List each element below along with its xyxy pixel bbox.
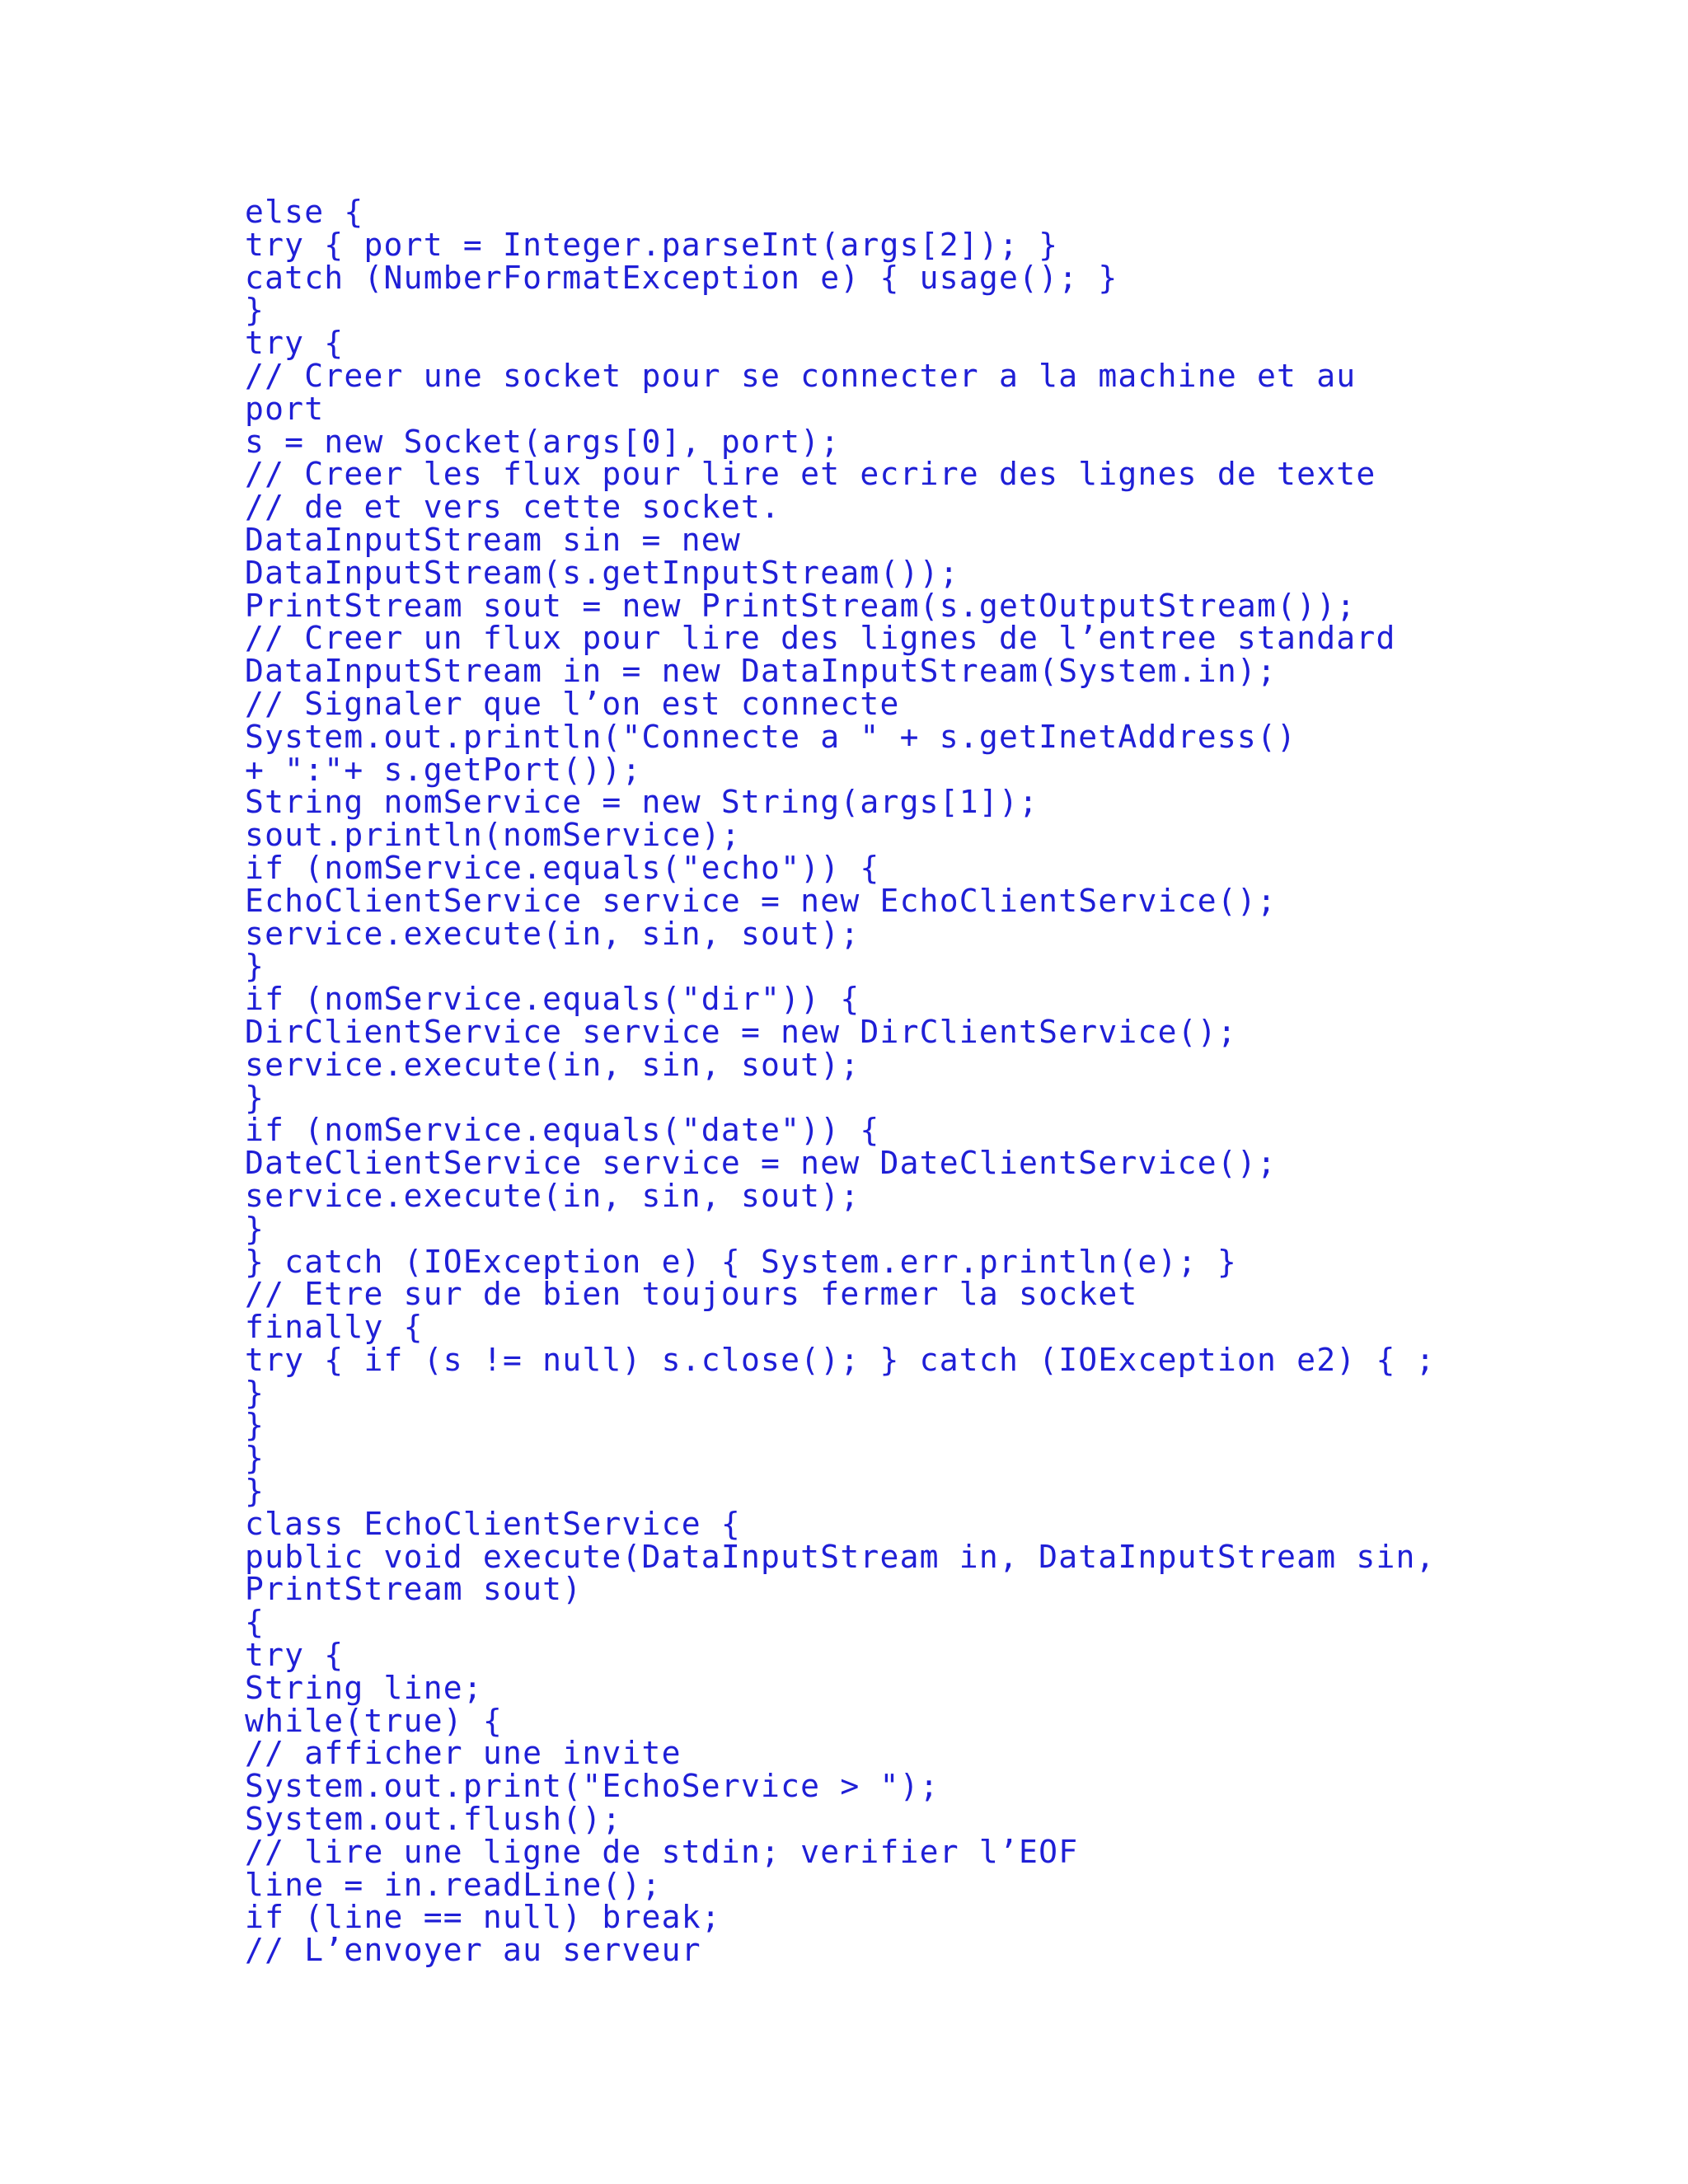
code-line: try { bbox=[245, 325, 345, 362]
code-line: try { bbox=[245, 1637, 345, 1674]
code-line: DataInputStream sin = new bbox=[245, 521, 741, 558]
code-line: } bbox=[245, 1440, 265, 1477]
code-line: service.execute(in, sin, sout); bbox=[245, 915, 860, 952]
code-line: if (nomService.equals("date")) { bbox=[245, 1112, 880, 1149]
code-line: // lire une ligne de stdin; verifier l’EOF bbox=[245, 1833, 1079, 1870]
code-line: else { bbox=[245, 194, 364, 230]
code-line: } bbox=[245, 292, 265, 329]
code-line: service.execute(in, sin, sout); bbox=[245, 1177, 860, 1214]
code-line: try { if (s != null) s.close(); } catch (IOException e2) { ; bbox=[245, 1341, 1436, 1378]
code-line: line = in.readLine(); bbox=[245, 1866, 662, 1903]
code-line: } bbox=[245, 1079, 265, 1116]
code-line: public void execute(DataInputStream in, DataInputStream sin, bbox=[245, 1538, 1436, 1575]
code-line: } catch (IOException e) { System.err.println(e); } bbox=[245, 1243, 1237, 1280]
code-line: if (nomService.equals("dir")) { bbox=[245, 981, 860, 1018]
code-line: String line; bbox=[245, 1669, 483, 1706]
code-line: service.execute(in, sin, sout); bbox=[245, 1046, 860, 1083]
code-line: + ":"+ s.getPort()); bbox=[245, 751, 642, 788]
code-line: } bbox=[245, 1407, 265, 1444]
code-line: System.out.print("EchoService > "); bbox=[245, 1768, 940, 1805]
code-line: DataInputStream in = new DataInputStream(System.in); bbox=[245, 653, 1278, 690]
code-line: PrintStream sout) bbox=[245, 1571, 583, 1608]
code-line: String nomService = new String(args[1]); bbox=[245, 784, 1039, 821]
code-line: port bbox=[245, 390, 325, 427]
code-line: // de et vers cette socket. bbox=[245, 489, 781, 526]
code-line: sout.println(nomService); bbox=[245, 817, 741, 854]
code-line: } bbox=[245, 1473, 265, 1510]
code-line: // L’envoyer au serveur bbox=[245, 1932, 701, 1969]
code-line: // Creer les flux pour lire et ecrire des lignes de texte bbox=[245, 456, 1376, 493]
code-line: DateClientService service = new DateClientService(); bbox=[245, 1145, 1278, 1182]
code-listing bbox=[245, 196, 1662, 1967]
code-line: // Creer une socket pour se connecter a la machine et au bbox=[245, 357, 1357, 394]
code-line: // Signaler que l’on est connecte bbox=[245, 685, 900, 722]
code-line: System.out.println("Connecte a " + s.getInetAddress() bbox=[245, 718, 1297, 755]
code-line: class EchoClientService { bbox=[245, 1505, 741, 1542]
code-line: } bbox=[245, 1210, 265, 1247]
code-line: // afficher une invite bbox=[245, 1735, 682, 1772]
code-line: PrintStream sout = new PrintStream(s.getOutputStream()); bbox=[245, 587, 1357, 624]
code-line: System.out.flush(); bbox=[245, 1801, 622, 1838]
code-line: // Creer un flux pour lire des lignes de l’entree standard bbox=[245, 620, 1396, 657]
code-line: DataInputStream(s.getInputStream()); bbox=[245, 554, 959, 591]
code-line: EchoClientService service = new EchoClientService(); bbox=[245, 882, 1278, 919]
code-line: while(true) { bbox=[245, 1702, 504, 1739]
code-line: if (line == null) break; bbox=[245, 1899, 721, 1936]
code-line: } bbox=[245, 1374, 265, 1411]
code-line: try { port = Integer.parseInt(args[2]); } bbox=[245, 226, 1059, 263]
code-line: DirClientService service = new DirClientService(); bbox=[245, 1013, 1237, 1050]
code-line: catch (NumberFormatException e) { usage(); } bbox=[245, 259, 1118, 296]
code-line: { bbox=[245, 1604, 265, 1641]
code-line: // Etre sur de bien toujours fermer la socket bbox=[245, 1276, 1138, 1313]
code-line: finally { bbox=[245, 1309, 424, 1346]
code-line: if (nomService.equals("echo")) { bbox=[245, 849, 880, 886]
code-line: } bbox=[245, 948, 265, 985]
code-line: s = new Socket(args[0], port); bbox=[245, 423, 841, 460]
